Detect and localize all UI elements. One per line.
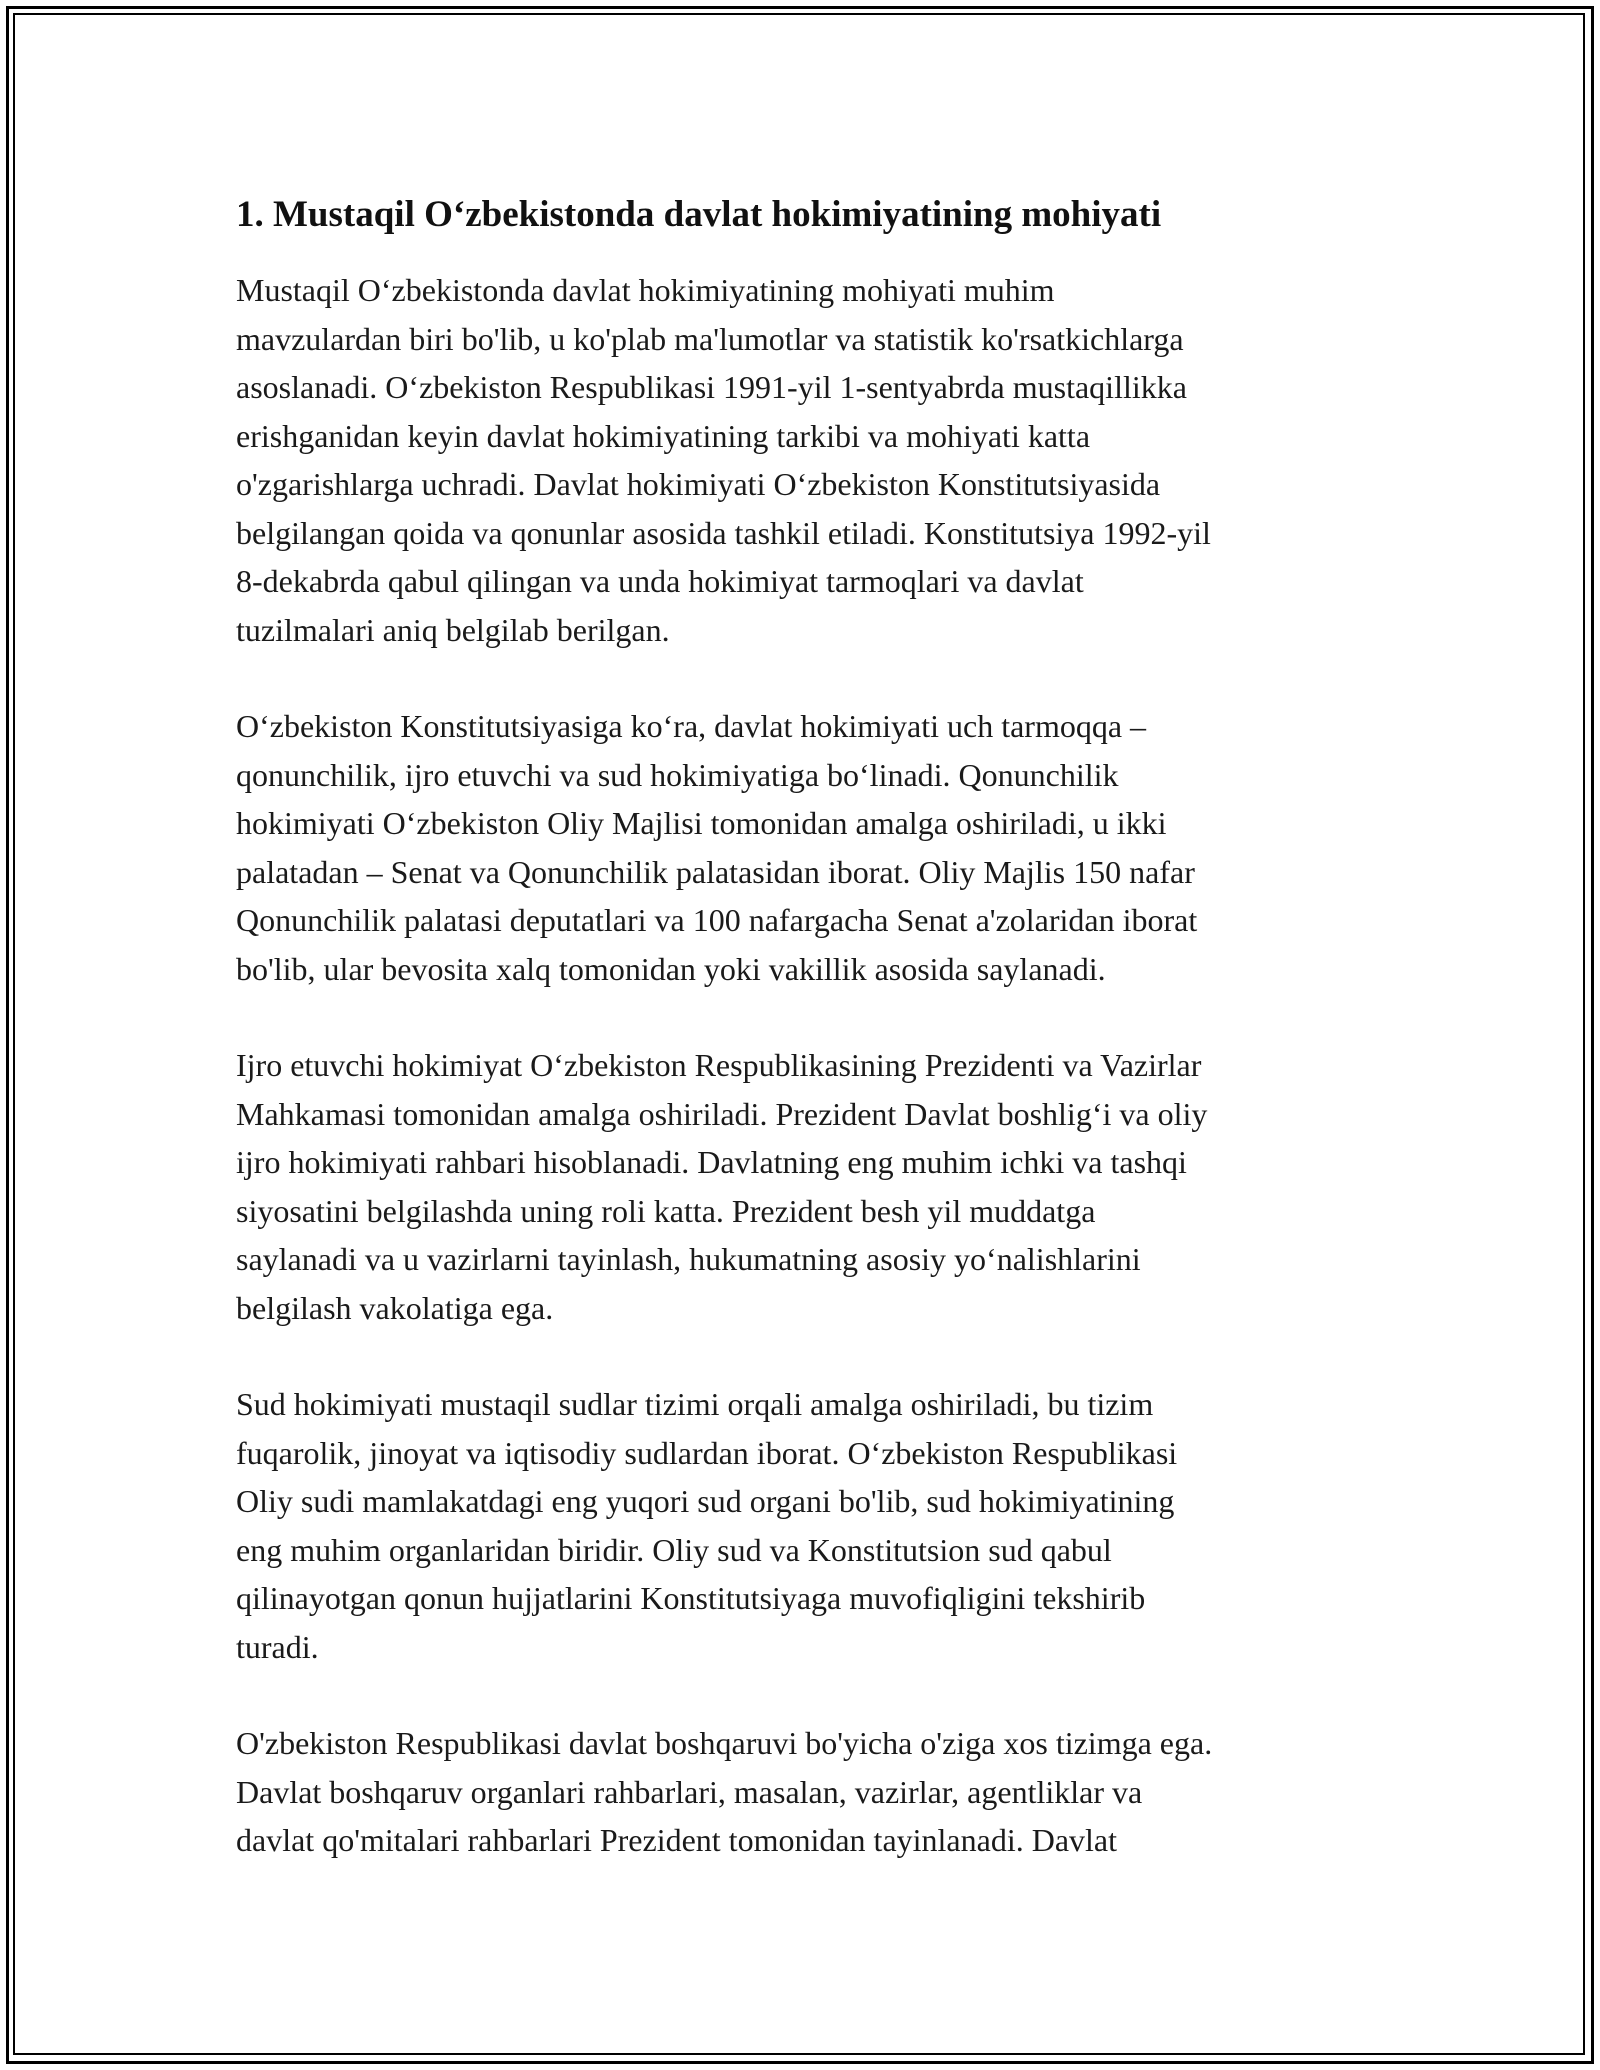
paragraph-line: qilinayotgan qonun hujjatlarini Konstitutsiyaga muvofiqligini tekshirib: [236, 1580, 1146, 1616]
document-body: [236, 186, 1366, 1913]
paragraph-line: erishganidan keyin davlat hokimiyatining tarkibi va mohiyati katta: [236, 417, 1091, 454]
body-paragraph: [236, 1719, 1366, 1865]
paragraph-line: eng muhim organlaridan biridir. Oliy sud va Konstitutsion sud qabul: [236, 1531, 1112, 1568]
body-paragraph: [236, 266, 1366, 654]
body-paragraph: [236, 1380, 1366, 1671]
paragraph-line: ijro hokimiyati rahbari hisoblanadi. Davlatning eng muhim ichki va tashqi: [236, 1144, 1187, 1180]
paragraph-line: Ijro etuvchi hokimiyat O‘zbekiston Respublikasining Prezidenti va Vazirlar: [236, 1047, 1202, 1083]
paragraph-line: o'zgarishlarga uchradi. Davlat hokimiyati O‘zbekiston Konstitutsiyasida: [236, 466, 1161, 502]
paragraph-list: [236, 266, 1366, 1865]
paragraph-line: hokimiyati O‘zbekiston Oliy Majlisi tomonidan amalga oshiriladi, u ikki: [236, 805, 1167, 841]
body-paragraph: [236, 702, 1366, 993]
paragraph-line: asoslanadi. O‘zbekiston Respublikasi 1991-yil 1-sentyabrda mustaqillikka: [236, 369, 1187, 405]
paragraph-line: Mustaqil O‘zbekistonda davlat hokimiyatining mohiyati muhim: [236, 272, 1055, 308]
paragraph-line: siyosatini belgilashda uning roli katta. Prezident besh yil muddatga: [236, 1192, 1096, 1229]
paragraph-line: O'zbekiston Respublikasi davlat boshqaruvi bo'yicha o'ziga xos tizimga ega.: [236, 1725, 1213, 1761]
paragraph-line: O‘zbekiston Konstitutsiyasiga ko‘ra, davlat hokimiyati uch tarmoqqa –: [236, 708, 1147, 744]
paragraph-line: Oliy sudi mamlakatdagi eng yuqori sud organi bo'lib, sud hokimiyatining: [236, 1483, 1175, 1519]
paragraph-line: 8-dekabrda qabul qilingan va unda hokimiyat tarmoqlari va davlat: [236, 563, 1084, 599]
paragraph-line: mavzulardan biri bo'lib, u ko'plab ma'lumotlar va statistik ko'rsatkichlarga: [236, 320, 1184, 357]
paragraph-line: tuzilmalari aniq belgilab berilgan.: [236, 611, 670, 648]
paragraph-line: bo'lib, ular bevosita xalq tomonidan yoki vakillik asosida saylanadi.: [236, 950, 1106, 987]
paragraph-line: saylanadi va u vazirlarni tayinlash, hukumatning asosiy yo‘nalishlarini: [236, 1241, 1141, 1277]
paragraph-line: Sud hokimiyati mustaqil sudlar tizimi orqali amalga oshiriladi, bu tizim: [236, 1386, 1154, 1422]
section-heading: 1. Mustaqil O‘zbekistonda davlat hokimiyatining mohiyati: [236, 194, 1162, 235]
paragraph-line: belgilangan qoida va qonunlar asosida tashkil etiladi. Konstitutsiya 1992-yil: [236, 514, 1211, 551]
paragraph-line: fuqarolik, jinoyat va iqtisodiy sudlardan iborat. O‘zbekiston Respublikasi: [236, 1434, 1178, 1471]
paragraph-line: turadi.: [236, 1628, 319, 1665]
body-paragraph: [236, 1041, 1366, 1332]
paragraph-line: belgilash vakolatiga ega.: [236, 1289, 554, 1326]
paragraph-line: Mahkamasi tomonidan amalga oshiriladi. Prezident Davlat boshlig‘i va oliy: [236, 1095, 1208, 1132]
paragraph-line: Qonunchilik palatasi deputatlari va 100 nafargacha Senat a'zolaridan iborat: [236, 902, 1198, 938]
paragraph-line: qonunchilik, ijro etuvchi va sud hokimiyatiga bo‘linadi. Qonunchilik: [236, 756, 1119, 793]
paragraph-line: davlat qo'mitalari rahbarlari Prezident tomonidan tayinlanadi. Davlat: [236, 1822, 1118, 1858]
paragraph-line: palatadan – Senat va Qonunchilik palatasidan iborat. Oliy Majlis 150 nafar: [236, 853, 1195, 890]
paragraph-line: Davlat boshqaruv organlari rahbarlari, masalan, vazirlar, agentliklar va: [236, 1773, 1143, 1810]
